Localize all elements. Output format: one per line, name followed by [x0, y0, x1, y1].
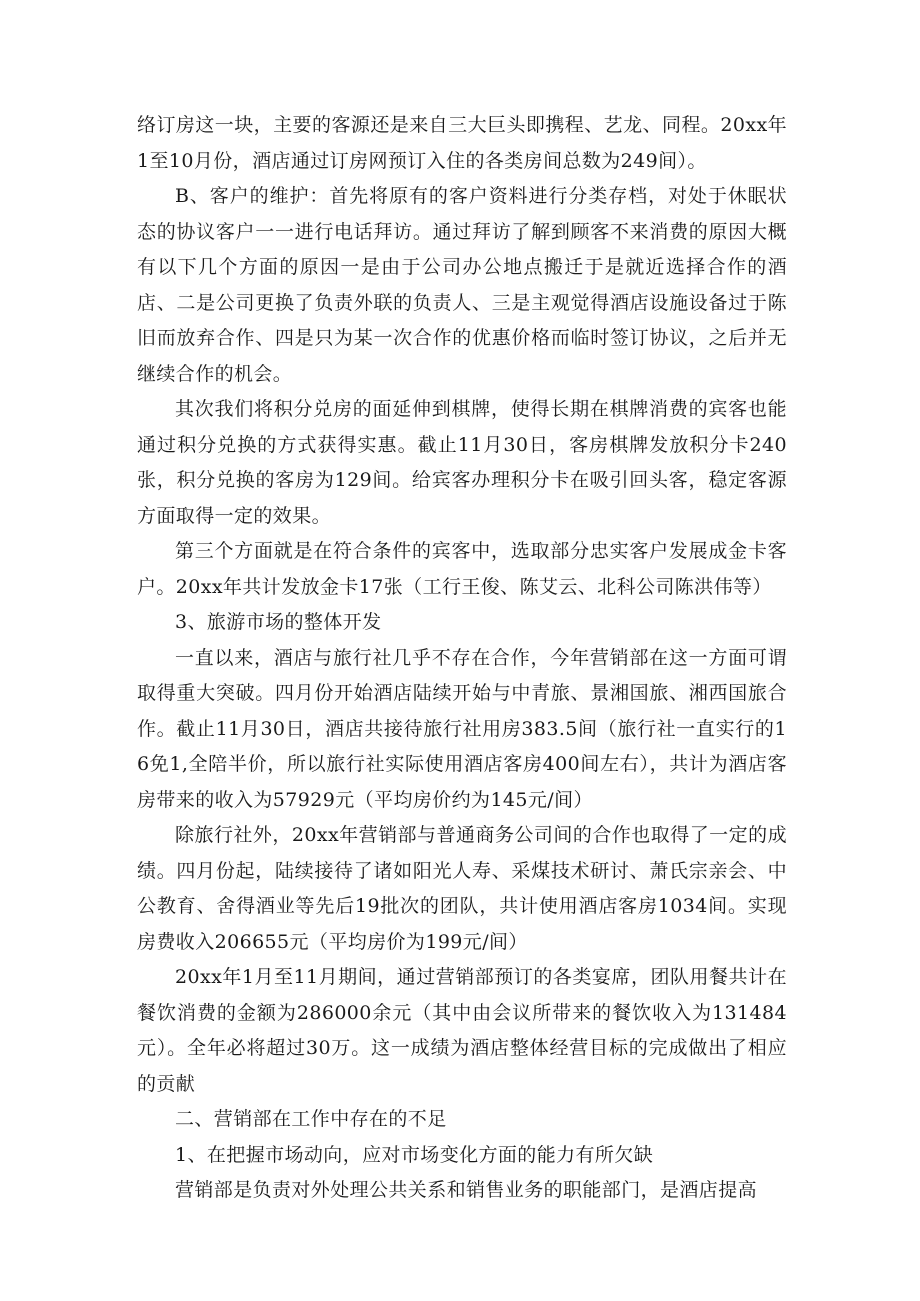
paragraph-3: 其次我们将积分兑房的面延伸到棋牌，使得长期在棋牌消费的宾客也能通过积分兑换的方式获得实惠。截止11月30日，客房棋牌发放积分卡240张，积分兑换的客房为129间。给宾客办理积分卡在吸引回头客，稳定客源方面取得一定的效果。 [137, 398, 787, 527]
document-body [137, 108, 787, 1209]
paragraph-8: 营销部是负责对外处理公共关系和销售业务的职能部门，是酒店提高 [175, 1179, 758, 1201]
section-heading-3: 3、旅游市场的整体开发 [175, 611, 382, 633]
paragraph-4: 第三个方面就是在符合条件的宾客中，选取部分忠实客户发展成金卡客户。20xx年共计发放金卡17张（工行王俊、陈艾云、北科公司陈洪伟等） [137, 540, 787, 598]
subsection-heading-1: 1、在把握市场动向，应对市场变化方面的能力有所欠缺 [175, 1143, 654, 1166]
paragraph-7: 20xx年1月至11月期间，通过营销部预订的各类宴席，团队用餐共计在餐饮消费的金额为286000余元（其中由会议所带来的餐饮收入为131484元）。全年必将超过30万。这一成绩为酒店整体经营目标的完成做出了相应的贡献 [137, 966, 787, 1095]
paragraph-5: 一直以来，酒店与旅行社几乎不存在合作，今年营销部在这一方面可谓取得重大突破。四月份开始酒店陆续开始与中青旅、景湘国旅、湘西国旅合作。截止11月30日，酒店共接待旅行社用房383.5间（旅行社一直实行的16免1,全陪半价，所以旅行社实际使用酒店客房400间左右），共计为酒店客房带来的收入为57929元（平均房价约为145元/间） [137, 646, 787, 811]
paragraph-1: 络订房这一块，主要的客源还是来自三大巨头即携程、艺龙、同程。20xx年1至10月份，酒店通过订房网预订入住的各类房间总数为249间）。 [137, 114, 787, 172]
section-heading-2: 二、营销部在工作中存在的不足 [175, 1108, 447, 1130]
paragraph-6: 除旅行社外，20xx年营销部与普通商务公司间的合作也取得了一定的成绩。四月份起，陆续接待了诸如阳光人寿、采煤技术研讨、萧氏宗亲会、中公教育、舍得酒业等先后19批次的团队，共计使用酒店客房1034间。实现房费收入206655元（平均房价为199元/间） [137, 824, 787, 953]
paragraph-2: B、客户的维护：首先将原有的客户资料进行分类存档，对处于休眠状态的协议客户一一进行电话拜访。通过拜访了解到顾客不来消费的原因大概有以下几个方面的原因一是由于公司办公地点搬迁于是就近选择合作的酒店、二是公司更换了负责外联的负责人、三是主观觉得酒店设施设备过于陈旧而放弃合作、四是只为某一次合作的优惠价格而临时签订协议，之后并无继续合作的机会。 [137, 185, 787, 385]
